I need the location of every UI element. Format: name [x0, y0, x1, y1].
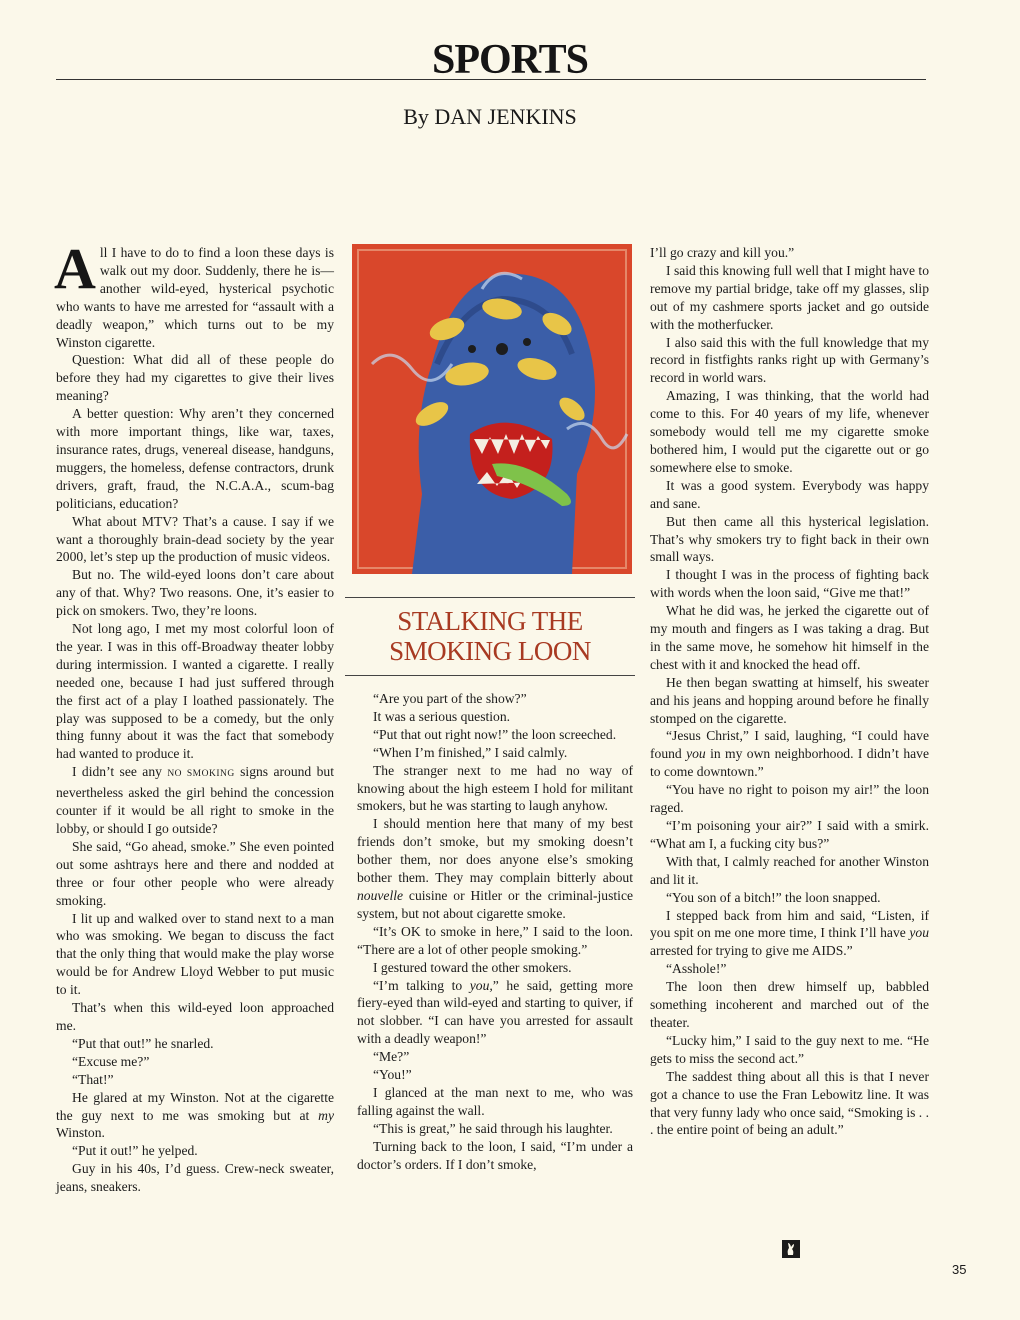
paragraph: I also said this with the full knowledge that my record in fistfights ranks right up with Germany’s record in world wars.	[650, 334, 929, 386]
paragraph: That’s when this wild-eyed loon approached me.	[56, 1000, 334, 1033]
section-title: SPORTS	[432, 37, 588, 83]
emphasis: nouvelle	[357, 887, 404, 903]
page-number: 35	[952, 1262, 967, 1277]
header-rule	[56, 79, 926, 80]
drop-cap: A	[54, 236, 96, 301]
paragraph: I glanced at the man next to me, who was falling against the wall.	[357, 1084, 633, 1118]
paragraph: “You!”	[373, 1067, 412, 1083]
paragraph-text: in my own neighborhood. I didn’t have to come downtown.”	[650, 746, 929, 780]
paragraph	[54, 236, 334, 351]
paragraph: Turning back to the loon, I said, “I’m under a doctor’s orders. If I don’t smoke,	[357, 1138, 633, 1172]
article-column-1	[54, 236, 334, 1196]
paragraph-text: “Jesus Christ,” I said, laughing, “I could have found	[650, 728, 929, 762]
paragraph: I thought I was in the process of fighting back with words when the loon said, “Give me that!”	[650, 567, 929, 601]
paragraph	[357, 815, 633, 922]
paragraph	[56, 1089, 334, 1143]
loon-face-drawing	[352, 244, 632, 574]
paragraph: “Are you part of the show?”	[373, 691, 527, 706]
paragraph: What he did was, he jerked the cigarette out of my mouth and fingers as I was taking a drag. But in the same move, he somehow hit himself in the chest with it and knocked the head off.	[650, 603, 929, 672]
paragraph: “Lucky him,” I said to the guy next to me. “He gets to miss the second act.”	[650, 1032, 929, 1066]
headline-rule-top	[345, 597, 635, 598]
paragraph: I lit up and walked over to stand next to a man who was smoking. We began to discuss the fact that the only thing that would make the play worse would be for Andrew Lloyd Webber to put music to it.	[56, 910, 334, 998]
paragraph: “When I’m finished,” I said calmly.	[373, 744, 568, 760]
paragraph: The loon then drew himself up, babbled something incoherent and marched out of the theater.	[650, 979, 929, 1030]
paragraph: Question: What did all of these people do before they had my cigarettes to give their lives meaning?	[56, 352, 334, 404]
paragraph: “This is great,” he said through his laughter.	[373, 1120, 613, 1136]
paragraph-text: “I’m talking to	[373, 977, 463, 993]
paragraph: “I’m poisoning your air?” I said with a smirk. “What am I, a fucking city bus?”	[650, 818, 929, 851]
paragraph	[650, 907, 929, 961]
paragraph: What about MTV? That’s a cause. I say if we want a thoroughly brain-dead society by the year 2000, let’s step up the production of music videos.	[56, 513, 334, 565]
paragraph: He then began swatting at himself, his sweater and his jeans and hopping around before he finally stomped on the cigarette.	[650, 674, 929, 726]
paragraph: Amazing, I was thinking, that the world had come to this. For 40 years of my life, whenever somebody would tell me my cigarette smoke bothered him, I would put the cigarette out or go somewhere else to smoke.	[650, 388, 929, 475]
paragraph: It was a serious question.	[373, 708, 511, 724]
paragraph: But no. The wild-eyed loons don’t care about any of that. Why? Two reasons. One, it’s easier to pick on smokers. Two, they’re loons.	[56, 567, 334, 619]
paragraph-text: ” he said, getting more fiery-eyed than wild-eyed and starting to quiver, if not slobber. “I can have you arrested for assault with a deadly weapon!”	[357, 977, 633, 1047]
paragraph: The saddest thing about all this is that I never got a chance to use the Fran Lebowitz line. It was that very funny lady who once said, “Smoking is . . . the entire point of being an adult.”	[650, 1068, 930, 1138]
headline-line-2: SMOKING LOON	[389, 636, 591, 666]
paragraph: “Put it out!” he yelped.	[72, 1143, 198, 1159]
paragraph-text: He glared at my Winston. Not at the cigarette the guy next to me was smoking but at	[56, 1089, 334, 1123]
paragraph: I’ll go crazy and kill you.”	[650, 245, 795, 260]
article-headline	[345, 606, 635, 666]
emphasis: you,	[469, 977, 493, 993]
paragraph-text: I didn’t see any	[72, 764, 162, 780]
paragraph: “You son of a bitch!” the loon snapped.	[666, 889, 881, 905]
rabbit-head-icon	[782, 1240, 800, 1258]
paragraph: But then came all this hysterical legislation. That’s why smokers try to fight back in their own small ways.	[650, 513, 929, 565]
paragraph: “It’s OK to smoke in here,” I said to the loon. “There are a lot of other people smoking.”	[357, 923, 633, 957]
paragraph: “Asshole!”	[666, 961, 727, 977]
paragraph	[56, 763, 334, 838]
emphasis: my	[318, 1107, 334, 1123]
headline-rule-bottom	[345, 675, 635, 676]
paragraph: “You have no right to poison my air!” the loon raged.	[650, 782, 929, 816]
paragraph: I gestured toward the other smokers.	[373, 959, 572, 975]
paragraph: Not long ago, I met my most colorful loon of the year. I was in this off-Broadway theater lobby during intermission. I wanted a cigarette. I really needed one, because I had just suffered through the first act of a play I loathed passionately. The play was supposed to be a comedy, but the only thing funny about it was the fact that somebody had wanted to produce it.	[56, 621, 334, 762]
paragraph-text: cuisine or Hitler or the criminal-justice system, but not about cigarette smoke.	[357, 887, 634, 921]
paragraph: “Put that out!” he snarled.	[72, 1035, 214, 1051]
emphasis: you	[909, 925, 929, 941]
paragraph-text: I should mention here that many of my best friends don’t smoke, but my smoking doesn’t bother them, nor does anyone else’s smoking bother them. They may complain bitterly about	[357, 816, 633, 886]
paragraph-text: arrested for trying to give me AIDS.”	[650, 943, 853, 959]
paragraph: A better question: Why aren’t they concerned with more important things, like war, taxes, insurance rates, drugs, venereal disease, handguns, muggers, the homeless, defense contractors, drunk drivers, graft, fraud, the N.C.A.A., scum-bag politicians, education?	[56, 406, 334, 511]
paragraph	[650, 727, 929, 781]
paragraph	[357, 977, 633, 1049]
loon-illustration	[352, 244, 632, 574]
paragraph: “Put that out right now!” the loon screeched.	[373, 726, 617, 742]
emphasis: you	[686, 746, 706, 762]
paragraph: With that, I calmly reached for another Winston and lit it.	[650, 853, 929, 887]
paragraph-text: ll I have to do to find a loon these days is walk out my door. Suddenly, there he is—another wild-eyed, hysterical psychotic who wants to have me arrested for “assault with a deadly weapon,” which turns out to be my Winston cigarette.	[56, 245, 334, 350]
paragraph: I said this knowing full well that I might have to remove my partial bridge, take off my glasses, slip out of my cashmere sports jacket and go outside with the motherfucker.	[650, 262, 929, 332]
paragraph: It was a good system. Everybody was happy and sane.	[650, 477, 929, 511]
article-column-3	[650, 244, 929, 1139]
no-smoking-smallcaps: NO SMOKING	[167, 769, 235, 780]
article-column-2	[357, 690, 633, 1173]
paragraph: “Excuse me?”	[72, 1053, 150, 1069]
paragraph: The stranger next to me had no way of knowing about the high esteem I hold for militant smokers, but he was starting to laugh anyhow.	[357, 762, 633, 814]
paragraph: Guy in his 40s, I’d guess. Crew-neck sweater, jeans, sneakers.	[56, 1161, 334, 1195]
paragraph-text: Winston.	[56, 1125, 105, 1141]
paragraph: “Me?”	[373, 1049, 410, 1065]
paragraph: She said, “Go ahead, smoke.” She even pointed out some ashtrays here and there and nodded at three or four other people who were already smoking.	[56, 838, 334, 908]
paragraph-text: signs around but nevertheless asked the girl behind the concession counter if it would be all right to smoke in the lobby, or should I go outside?	[56, 764, 334, 836]
paragraph-text: I stepped back from him and said, “Listen, if you spit on me one more time, I think I’ll have	[650, 907, 929, 941]
paragraph: “That!”	[72, 1071, 114, 1087]
byline: By DAN JENKINS	[403, 104, 577, 129]
headline-line-1: STALKING THE	[397, 606, 583, 636]
